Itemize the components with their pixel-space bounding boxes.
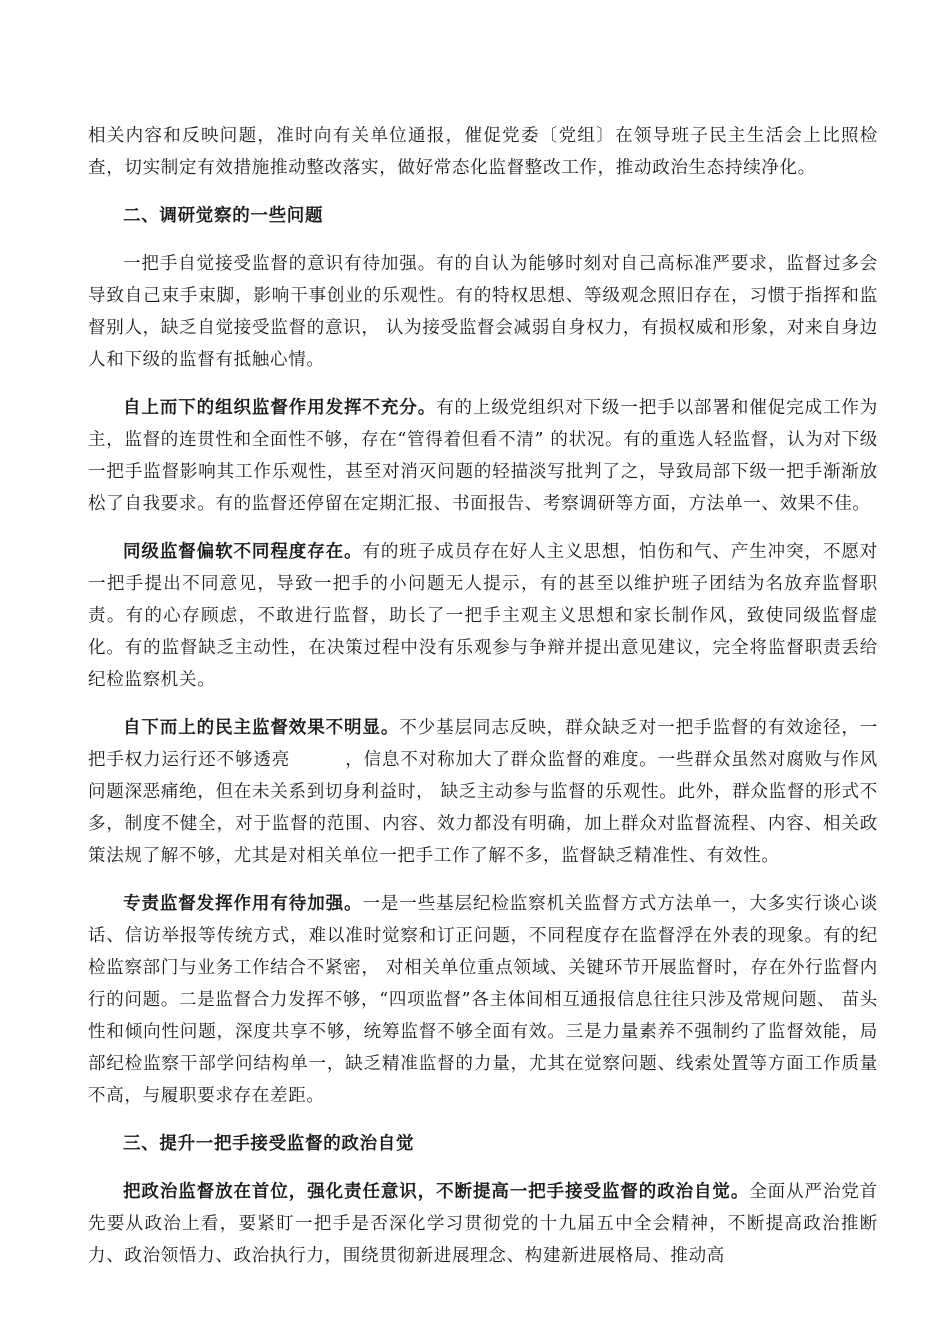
paragraph-6-text: 全面从严治党首先要从政治上看，要紧盯一把手是否深化学习贯彻党的十九届五中全会精神，不断提高政治推断力、政治领悟力、政治执行力，围绕贯彻新进展理念、构建新进展格局、推动高 bbox=[88, 1182, 878, 1266]
paragraph-2-text: 有的上级党组织对下级一把手以部署和催促完成工作为主，监督的连贯性和全面性不够，存在“管得着但看不清” 的状况。有的重选人轻监督，认为对下级一把手监督影响其工作乐观性，甚至对消灭问题的轻描淡写批判了之，导致局部下级一把手渐渐放松了自我要求。有的监督还停留在定期汇报、书面报告、考察调研等方面，方法单一、效果不佳。 bbox=[88, 398, 878, 514]
paragraph-6-lead: 把政治监督放在首位，强化责任意识，不断提高一把手接受监督的政治自觉。 bbox=[123, 1182, 750, 1202]
paragraph-2 bbox=[88, 392, 878, 520]
paragraph-4-lead: 自下而上的民主监督效果不明显。 bbox=[123, 718, 400, 738]
paragraph-3-lead: 同级监督偏软不同程度存在。 bbox=[123, 542, 363, 562]
paragraph-3 bbox=[88, 536, 878, 696]
paragraph-5 bbox=[88, 888, 878, 1112]
paragraph-4 bbox=[88, 712, 878, 872]
document-body bbox=[88, 120, 878, 1288]
paragraph-5-text: 一是一些基层纪检监察机关监督方式方法单一，大多实行谈心谈话、信访举报等传统方式，难以准时觉察和订正问题，不同程度存在监督浮在外表的现象。有的纪检监察部门与业务工作结合不紧密， 对相关单位重点领域、关键环节开展监督时，存在外行监督内行的问题。二是监督合力发挥不够，“四项监督”各主体间相互通报信息往往只涉及常规问题、 苗头性和倾向性问题，深度共享不够，统筹监督不够全面有效。三是力量素养不强制约了监督效能，局部纪检监察干部学问结构单一，缺乏精准监督的力量，尤其在觉察问题、线索处置等方面工作质量不高，与履职要求存在差距。 bbox=[88, 894, 878, 1106]
section-heading-3: 三、提升一把手接受监督的政治自觉 bbox=[123, 1134, 415, 1154]
paragraph-5-lead: 专责监督发挥作用有待加强。 bbox=[123, 894, 363, 914]
section-heading-2: 二、调研觉察的一些问题 bbox=[123, 206, 324, 226]
paragraph-6 bbox=[88, 1176, 878, 1272]
paragraph-continuation: 相关内容和反映问题，准时向有关单位通报，催促党委〔党组〕在领导班子民主生活会上比照检查，切实制定有效措施推动整改落实，做好常态化监督整改工作，推动政治生态持续净化。 bbox=[88, 126, 878, 178]
paragraph-4-text: 不少基层同志反映，群众缺乏对一把手监督的有效途径，一把手权力运行还不够透亮 ，信息不对称加大了群众监督的难度。一些群众虽然对腐败与作风问题深恶痛绝，但在未关系到切身利益时， 缺乏主动参与监督的乐观性。此外，群众监督的形式不多，制度不健全，对于监督的范围、内容、效力都没有明确，加上群众对监督流程、内容、相关政策法规了解不够，尤其是对相关单位一把手工作了解不多，监督缺乏精准性、有效性。 bbox=[88, 718, 879, 866]
paragraph-1: 一把手自觉接受监督的意识有待加强。有的自认为能够时刻对自己高标准严要求，监督过多会导致自己束手束脚，影响干事创业的乐观性。有的特权思想、等级观念照旧存在，习惯于指挥和监督别人，缺乏自觉接受监督的意识， 认为接受监督会减弱自身权力，有损权威和形象，对来自身边人和下级的监督有抵触心情。 bbox=[88, 254, 878, 370]
paragraph-3-text: 有的班子成员存在好人主义思想，怕伤和气、产生冲突，不愿对一把手提出不同意见，导致一把手的小问题无人提示，有的甚至以维护班子团结为名放弃监督职责。有的心存顾虑，不敢进行监督，助长了一把手主观主义思想和家长制作风，致使同级监督虚化。有的监督缺乏主动性，在决策过程中没有乐观参与争辩并提出意见建议，完全将监督职责丢给纪检监察机关。 bbox=[88, 542, 878, 690]
paragraph-2-lead: 自上而下的组织监督作用发挥不充分。 bbox=[123, 398, 437, 418]
